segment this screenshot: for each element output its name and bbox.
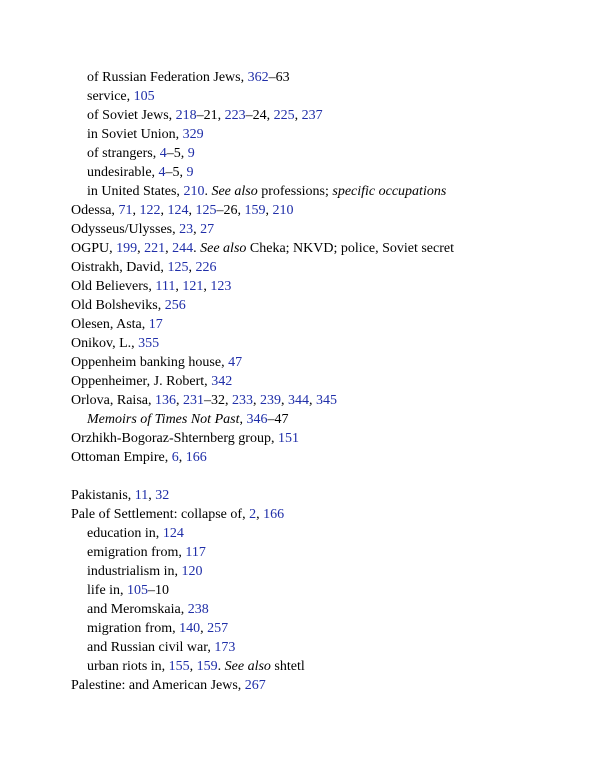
italic-text: See also (224, 659, 271, 674)
entry-text: , (160, 203, 168, 218)
entry-text: Old Believers, (71, 279, 156, 294)
entry-text: of strangers, (87, 146, 160, 161)
entry-text: , (200, 621, 208, 636)
page-reference-link[interactable]: 105 (127, 583, 149, 598)
page-reference-link[interactable]: 9 (187, 146, 195, 161)
entry-text: , (148, 488, 156, 503)
page-reference-link[interactable]: 159 (196, 659, 218, 674)
index-entry (71, 429, 581, 448)
index-subentry (71, 524, 581, 543)
page-reference-link[interactable]: 199 (116, 241, 138, 256)
page-reference-link[interactable]: 223 (224, 108, 246, 123)
page-reference-link[interactable]: 346 (246, 412, 268, 427)
index-entry (71, 201, 581, 220)
page-reference-link[interactable]: 237 (301, 108, 323, 123)
index-subentry (71, 163, 581, 182)
entry-text: , (308, 393, 316, 408)
entry-text: . (193, 241, 201, 256)
italic-text: specific occupations (332, 184, 447, 199)
entry-text: in Soviet Union, (87, 127, 183, 142)
entry-text: –63 (268, 70, 290, 85)
page-reference-link[interactable]: 105 (133, 89, 155, 104)
page-reference-link[interactable]: 151 (277, 431, 299, 446)
page-reference-link[interactable]: 23 (179, 222, 194, 237)
page-reference-link[interactable]: 233 (231, 393, 253, 408)
page-reference-link[interactable]: 231 (182, 393, 204, 408)
page-reference-link[interactable]: 329 (182, 127, 204, 142)
page-reference-link[interactable]: 11 (134, 488, 149, 503)
entry-text: , (178, 450, 186, 465)
page-reference-link[interactable]: 140 (179, 621, 201, 636)
page-reference-link[interactable]: 9 (186, 165, 194, 180)
index-subentry (71, 581, 581, 600)
page-reference-link[interactable]: 117 (185, 545, 206, 560)
page-reference-link[interactable]: 136 (154, 393, 176, 408)
index-entry (71, 277, 581, 296)
page-reference-link[interactable]: 71 (118, 203, 133, 218)
index-entry (71, 334, 581, 353)
entry-text: –10 (148, 583, 170, 598)
entry-text: , (188, 203, 196, 218)
index-entry (71, 486, 581, 505)
entry-text: industrialism in, (87, 564, 182, 579)
page-reference-link[interactable]: 124 (162, 526, 184, 541)
entry-text: migration from, (87, 621, 180, 636)
entry-text: , (203, 279, 211, 294)
index-entries (71, 68, 581, 695)
page-reference-link[interactable]: 120 (181, 564, 203, 579)
page-reference-link[interactable]: 257 (207, 621, 229, 636)
index-subentry (71, 182, 581, 201)
index-entry (71, 391, 581, 410)
page-reference-link[interactable]: 210 (272, 203, 294, 218)
entry-text: Orzhikh-Bogoraz-Shternberg group, (71, 431, 278, 446)
page-reference-link[interactable]: 155 (168, 659, 190, 674)
entry-text: Palestine: and American Jews, (71, 678, 245, 693)
entry-text: life in, (87, 583, 128, 598)
index-entry (71, 258, 581, 277)
page-reference-link[interactable]: 221 (144, 241, 166, 256)
entry-text: Ottoman Empire, (71, 450, 172, 465)
entry-text: and Russian civil war, (87, 640, 215, 655)
index-entry (71, 296, 581, 315)
entry-text: of Soviet Jews, (87, 108, 176, 123)
entry-text: Oistrakh, David, (71, 260, 168, 275)
entry-text: , (137, 241, 145, 256)
entry-text: Oppenheimer, J. Robert, (71, 374, 212, 389)
entry-text: Olesen, Asta, (71, 317, 149, 332)
entry-text: , (188, 260, 196, 275)
entry-text: Onikov, L., (71, 336, 139, 351)
entry-text: , (252, 393, 260, 408)
index-subentry (71, 410, 581, 429)
index-entry (71, 315, 581, 334)
entry-text: –24, (245, 108, 274, 123)
page-reference-link[interactable]: 362 (247, 70, 269, 85)
entry-text: service, (87, 89, 134, 104)
page-reference-link[interactable]: 256 (164, 298, 186, 313)
page-reference-link[interactable]: 345 (315, 393, 337, 408)
page-reference-link[interactable]: 125 (195, 203, 217, 218)
page-reference-link[interactable]: 342 (211, 374, 233, 389)
page-reference-link[interactable]: 159 (244, 203, 266, 218)
entry-text: emigration from, (87, 545, 186, 560)
index-subentry (71, 125, 581, 144)
entry-text: , (132, 203, 140, 218)
entry-text: education in, (87, 526, 163, 541)
index-subentry (71, 562, 581, 581)
page-reference-link[interactable]: 238 (187, 602, 209, 617)
page-reference-link[interactable]: 239 (259, 393, 281, 408)
index-subentry (71, 144, 581, 163)
entry-text: professions; (257, 184, 333, 199)
entry-text: urban riots in, (87, 659, 169, 674)
index-subentry (71, 619, 581, 638)
entry-text: Odysseus/Ulysses, (71, 222, 180, 237)
entry-text: Pakistanis, (71, 488, 135, 503)
entry-text: , (239, 412, 247, 427)
index-subentry (71, 638, 581, 657)
index-entry (71, 372, 581, 391)
entry-text: , (165, 241, 173, 256)
entry-text: OGPU, (71, 241, 117, 256)
entry-text: , (193, 222, 201, 237)
index-entry (71, 239, 581, 258)
page-reference-link[interactable]: 344 (287, 393, 309, 408)
section-gap (71, 467, 581, 486)
italic-text: See also (200, 241, 247, 256)
page-reference-link[interactable]: 166 (263, 507, 285, 522)
page-reference-link[interactable]: 244 (172, 241, 194, 256)
page-reference-link[interactable]: 210 (183, 184, 205, 199)
page-reference-link[interactable]: 121 (182, 279, 204, 294)
entry-text: Cheka; NKVD; police, Soviet secret (246, 241, 455, 256)
entry-text: Pale of Settlement: collapse of, (71, 507, 250, 522)
entry-text: Orlova, Raisa, (71, 393, 155, 408)
entry-text: and Meromskaia, (87, 602, 188, 617)
index-subentry (71, 87, 581, 106)
page-reference-link[interactable]: 27 (200, 222, 215, 237)
page-reference-link[interactable]: 173 (214, 640, 236, 655)
page-reference-link[interactable]: 122 (139, 203, 161, 218)
entry-text: –47 (267, 412, 289, 427)
index-subentry (71, 600, 581, 619)
index-entry (71, 676, 581, 695)
entry-text: –5, (166, 146, 188, 161)
italic-text: See also (211, 184, 258, 199)
page-reference-link[interactable]: 2 (249, 507, 257, 522)
entry-text: –26, (216, 203, 245, 218)
index-entry (71, 353, 581, 372)
entry-text: Old Bolsheviks, (71, 298, 165, 313)
page-reference-link[interactable]: 267 (244, 678, 266, 693)
entry-text: , (175, 279, 183, 294)
italic-text: Memoirs of Times Not Past (87, 412, 240, 427)
page-reference-link[interactable]: 218 (175, 108, 197, 123)
index-entry (71, 220, 581, 239)
entry-text: shtetl (270, 659, 305, 674)
page-reference-link[interactable]: 17 (148, 317, 163, 332)
page-reference-link[interactable]: 124 (167, 203, 189, 218)
entry-text: of Russian Federation Jews, (87, 70, 248, 85)
entry-text: , (175, 393, 183, 408)
page-reference-link[interactable]: 125 (167, 260, 189, 275)
entry-text: , (280, 393, 288, 408)
entry-text: , (294, 108, 302, 123)
entry-text: Odessa, (71, 203, 119, 218)
entry-text: . (217, 659, 225, 674)
entry-text: , (256, 507, 264, 522)
page-reference-link[interactable]: 166 (185, 450, 207, 465)
entry-text: –21, (196, 108, 225, 123)
entry-text: –32, (203, 393, 232, 408)
page-reference-link[interactable]: 123 (210, 279, 232, 294)
entry-text: –5, (165, 165, 187, 180)
entry-text: , (265, 203, 273, 218)
index-subentry (71, 68, 581, 87)
index-entry (71, 448, 581, 467)
page-reference-link[interactable]: 226 (195, 260, 217, 275)
page-reference-link[interactable]: 355 (138, 336, 160, 351)
index-subentry (71, 657, 581, 676)
entry-text: Oppenheim banking house, (71, 355, 229, 370)
page-reference-link[interactable]: 4 (159, 146, 167, 161)
entry-text: undesirable, (87, 165, 159, 180)
page-reference-link[interactable]: 32 (155, 488, 170, 503)
page-reference-link[interactable]: 47 (228, 355, 243, 370)
index-subentry (71, 543, 581, 562)
page-reference-link[interactable]: 6 (171, 450, 179, 465)
page-reference-link[interactable]: 225 (273, 108, 295, 123)
page-reference-link[interactable]: 111 (155, 279, 176, 294)
page-reference-link[interactable]: 4 (158, 165, 166, 180)
index-entry (71, 505, 581, 524)
entry-text: in United States, (87, 184, 184, 199)
entry-text: , (189, 659, 197, 674)
entry-text: . (204, 184, 212, 199)
index-subentry (71, 106, 581, 125)
